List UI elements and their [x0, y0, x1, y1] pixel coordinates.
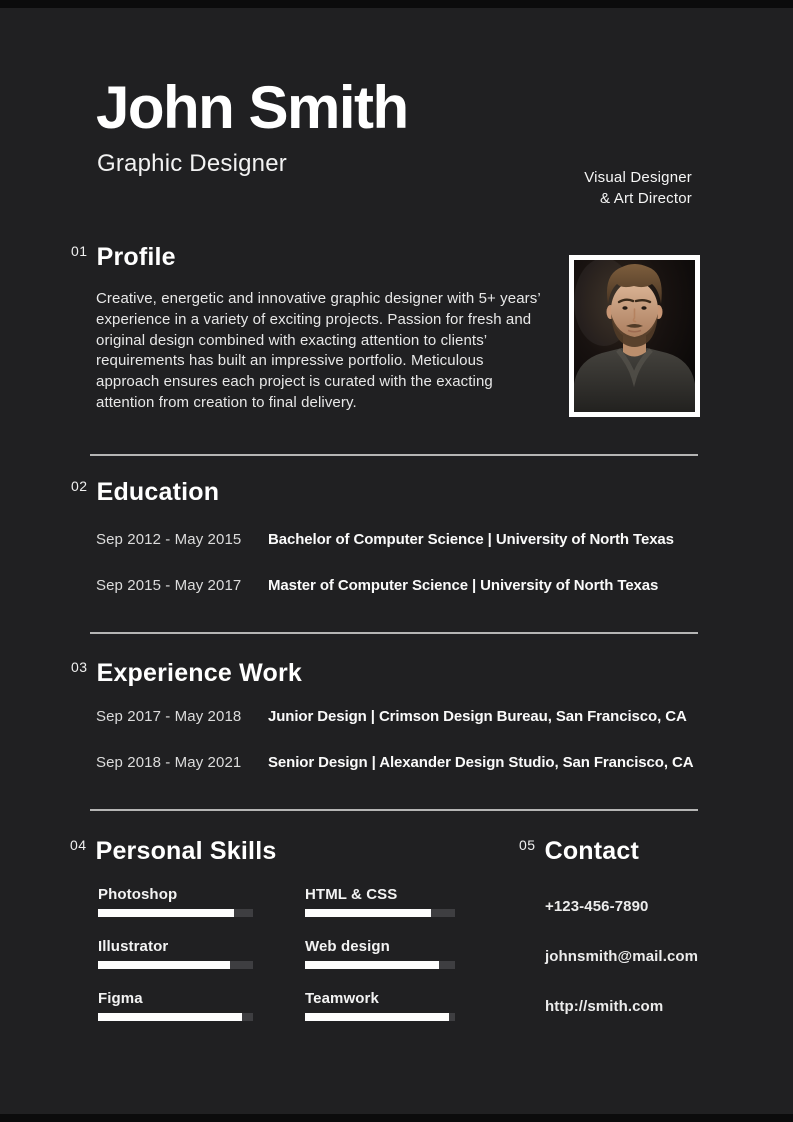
profile-photo — [569, 255, 700, 417]
portrait-illustration — [574, 260, 695, 412]
section-title: Experience Work — [96, 659, 302, 687]
experience-description: Senior Design | Alexander Design Studio, San Francisco, CA — [268, 754, 694, 771]
skill-bar-fill — [98, 1013, 242, 1021]
skill-label: Web design — [305, 938, 390, 955]
experience-row — [96, 754, 756, 771]
skill-item — [305, 886, 455, 917]
tagline-line2: & Art Director — [600, 190, 692, 207]
skill-label: Photoshop — [98, 886, 178, 903]
skill-item — [98, 938, 253, 969]
person-name: John Smith — [96, 74, 408, 141]
section-number: 05 — [519, 837, 536, 853]
education-row — [96, 577, 756, 594]
education-dates: Sep 2012 - May 2015 — [96, 531, 242, 548]
tagline-line1: Visual Designer — [584, 169, 692, 186]
section-header-experience — [71, 658, 302, 688]
contact-phone: +123-456-7890 — [545, 898, 649, 915]
contact-list — [545, 898, 755, 1048]
tagline — [584, 167, 692, 209]
skill-bar-fill — [305, 909, 431, 917]
section-title: Contact — [544, 837, 640, 865]
skill-bar — [98, 961, 253, 969]
education-dates: Sep 2015 - May 2017 — [96, 577, 242, 594]
top-frame-bar — [0, 0, 793, 8]
job-title: Graphic Designer — [97, 150, 287, 177]
contact-website: http://smith.com — [545, 998, 664, 1015]
skill-bar — [305, 961, 455, 969]
skill-item — [305, 938, 455, 969]
skill-bar — [98, 1013, 253, 1021]
skill-item — [98, 990, 253, 1021]
skill-label: Teamwork — [305, 990, 379, 1007]
experience-list — [96, 708, 756, 800]
skill-bar — [305, 909, 455, 917]
skills-column-right — [305, 886, 455, 1042]
skill-item — [305, 990, 455, 1021]
profile-summary: Creative, energetic and innovative graphic designer with 5+ years’ experience in a variety of exciting projects. Passion for fresh and original design combined with exacting attention to clients’ requirements has built an impressive portfolio. Meticulous approach ensures each project is curated with the exacting attention from creation to final delivery. — [96, 290, 541, 411]
education-list — [96, 531, 756, 623]
education-description: Bachelor of Computer Science | University of North Texas — [268, 531, 674, 548]
experience-description: Junior Design | Crimson Design Bureau, San Francisco, CA — [268, 708, 687, 725]
section-number: 01 — [71, 243, 88, 259]
experience-dates: Sep 2018 - May 2021 — [96, 754, 242, 771]
section-number: 04 — [70, 837, 87, 853]
skills-column-left — [98, 886, 253, 1042]
education-row — [96, 531, 756, 548]
skill-label: Figma — [98, 990, 143, 1007]
section-title: Personal Skills — [95, 837, 277, 865]
section-divider — [90, 454, 698, 456]
contact-email: johnsmith@mail.com — [545, 948, 699, 965]
section-header-skills — [70, 836, 276, 866]
education-description: Master of Computer Science | University of North Texas — [268, 577, 659, 594]
section-divider — [90, 632, 698, 634]
skill-bar — [305, 1013, 455, 1021]
section-number: 02 — [71, 478, 88, 494]
skill-label: Illustrator — [98, 938, 169, 955]
experience-row — [96, 708, 756, 725]
skill-bar-fill — [98, 961, 230, 969]
section-header-profile — [71, 242, 176, 272]
section-title: Education — [96, 478, 220, 506]
skill-label: HTML & CSS — [305, 886, 398, 903]
section-header-contact — [519, 836, 639, 866]
skill-bar-fill — [98, 909, 234, 917]
section-number: 03 — [71, 659, 88, 675]
bottom-frame-bar — [0, 1114, 793, 1122]
section-title: Profile — [96, 243, 176, 271]
skill-bar-fill — [305, 1013, 449, 1021]
skill-bar — [98, 909, 253, 917]
experience-dates: Sep 2017 - May 2018 — [96, 708, 242, 725]
skill-item — [98, 886, 253, 917]
section-divider — [90, 809, 698, 811]
section-header-education — [71, 477, 219, 507]
skill-bar-fill — [305, 961, 439, 969]
